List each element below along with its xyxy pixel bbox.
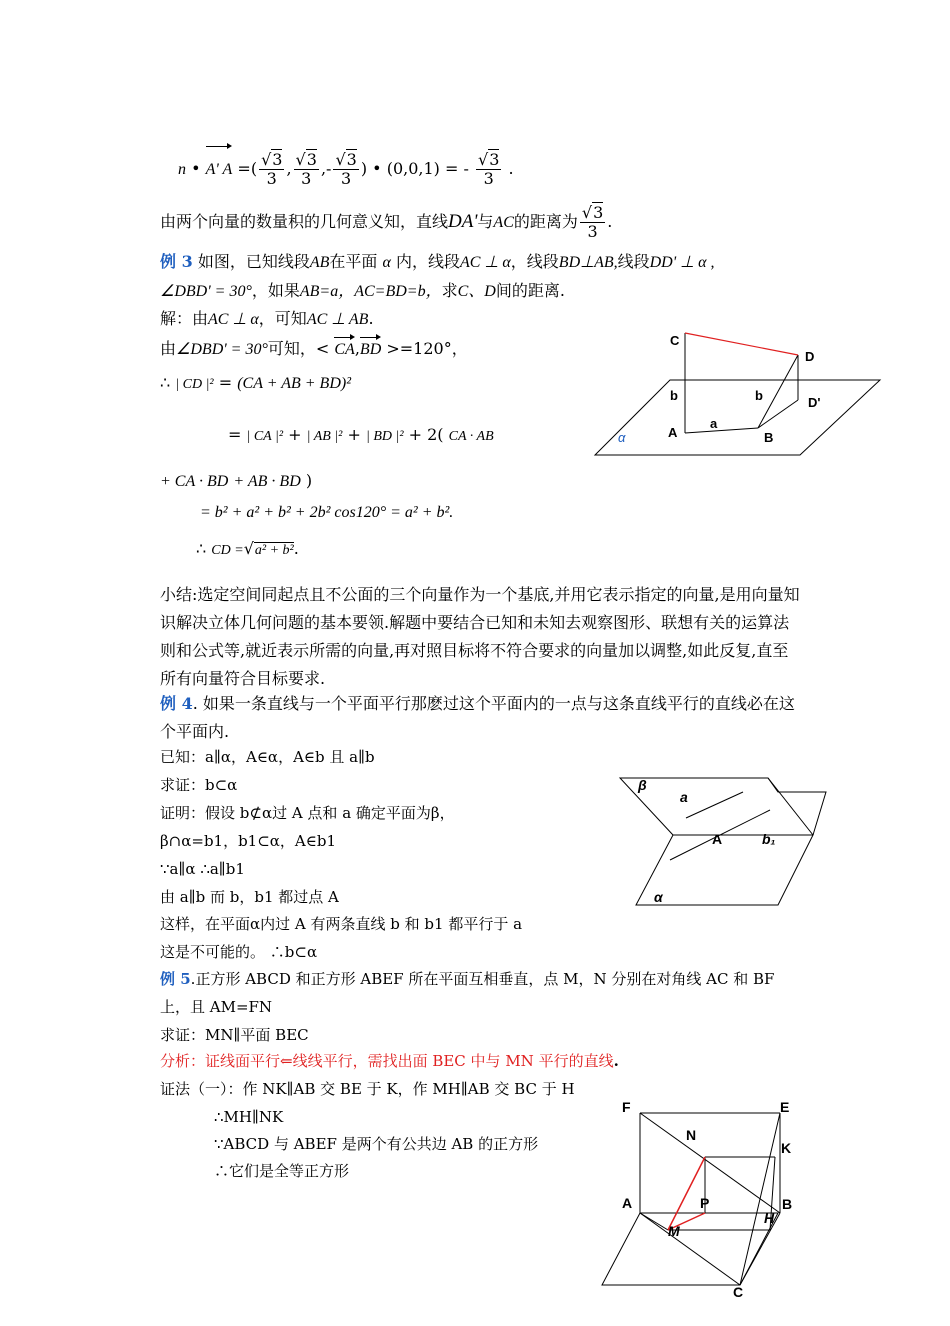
fig1-label-alpha: α: [618, 430, 626, 445]
distance-conclusion: 由两个向量的数量积的几何意义知，直线DA'与AC的距离为 $\frac{√3}{3}$ .: [160, 203, 613, 241]
fig3-label-k: K: [781, 1140, 792, 1156]
fig2-label-a: a: [680, 789, 688, 805]
solution-line-7: ∴ CD =√a² + b².: [196, 539, 299, 558]
fig3-label-m: M: [668, 1223, 680, 1239]
fig1-label-b: B: [764, 430, 774, 445]
fig3-label-h: H: [764, 1210, 775, 1226]
fig1-label-b-right: b: [755, 388, 763, 403]
figure-example-3: [590, 325, 890, 465]
fraction: $\frac{√3}{3}$: [261, 150, 283, 188]
example-5-method-2: ∴MH∥NK: [214, 1108, 284, 1126]
example-4-statement: 例 4. 如果一条直线与一个平面平行那麽过这个平面内的一点与这条直线平行的直线必在这个平面内.: [160, 694, 795, 741]
example-4-proof-6: 这是不可能的。 ∴b⊂α: [160, 943, 318, 961]
fig1-label-d-prime: D': [808, 395, 821, 410]
example-4-proof-1: 证明：假设 b⊄α过 A 点和 a 确定平面为β，: [160, 804, 455, 822]
fig1-label-d: D: [805, 349, 815, 364]
formula-line-1: n • A' A =( $\frac{√3}{3}$ , $\frac{√3}{3}$ ,- $\frac{√3}{3}$ ) • (0,0,1) = - $\frac{√3}{3}$ .: [178, 147, 514, 192]
solution-line-5: + CA · BD + AB · BD ): [160, 471, 313, 490]
example-4-prove: 求证：b⊂α: [160, 776, 238, 794]
fig1-label-a-upper: A: [668, 425, 678, 440]
example-5-analysis: 分析：证线面平行⇐线线平行，需找出面 BEC 中与 MN 平行的直线.: [160, 1052, 619, 1070]
fig1-label-c: C: [670, 333, 680, 348]
fig2-label-point-a: A: [712, 831, 723, 847]
example-4-proof-3: ∵a∥α ∴a∥b1: [160, 860, 245, 878]
fig3-label-p: P: [700, 1195, 710, 1211]
example-5-method-4: ∴它们是全等正方形: [214, 1162, 350, 1180]
solution-line-4: = | CA |² + | AB |² + | BD |² + 2( CA · AB: [228, 425, 494, 444]
example-4-proof-4: 由 a∥b 而 b，b1 都过点 A: [160, 888, 339, 906]
fig2-label-alpha: α: [654, 889, 663, 905]
example-3-line-1: 例 3 如图，已知线段AB在平面 α 内，线段AC ⊥ α，线段BD⊥AB,线段DD' ⊥ α ,: [160, 252, 715, 271]
fig3-label-a: A: [622, 1195, 633, 1211]
example-5-method-3: ∵ABCD 与 ABEF 是两个有公共边 AB 的正方形: [214, 1135, 539, 1153]
fig3-label-f: F: [622, 1099, 631, 1115]
fig1-label-a-lower: a: [710, 416, 718, 431]
fig1-label-b-left: b: [670, 388, 678, 403]
fig3-label-c: C: [733, 1284, 744, 1300]
fig3-label-n: N: [686, 1127, 697, 1143]
example-4-proof-5: 这样，在平面α内过 A 有两条直线 b 和 b1 都平行于 a: [160, 915, 523, 933]
solution-line-3: ∴ | CD |² = (CA + AB + BD)²: [160, 373, 352, 392]
fig3-label-b: B: [782, 1196, 793, 1212]
fig2-label-beta: β: [638, 777, 647, 793]
solution-line-1: 解：由AC ⊥ α，可知AC ⊥ AB.: [160, 309, 374, 328]
example-3-line-2: ∠DBD' = 30°，如果AB=a，AC=BD=b，求C、D间的距离.: [160, 281, 565, 300]
example-4-given: 已知：a∥α，A∈α，A∈b 且 a∥b: [160, 748, 375, 766]
example-5-method-1: 证法（一）：作 NK∥AB 交 BE 于 K，作 MH∥AB 交 BC 于 H: [160, 1080, 575, 1098]
example-5-statement: 例 5.正方形 ABCD 和正方形 ABEF 所在平面互相垂直，点 M，N 分别在对角线 AC 和 BF 上，且 AM=FN: [160, 970, 775, 1016]
fig3-label-e: E: [780, 1099, 790, 1115]
vector-aa: A' A: [206, 148, 233, 192]
figure-example-5: [600, 1095, 820, 1300]
example-5-prove: 求证：MN∥平面 BEC: [160, 1026, 309, 1044]
solution-line-2: 由∠DBD' = 30°可知，< CA,BD >=120°，: [160, 338, 468, 361]
solution-line-6: = b² + a² + b² + 2b² cos120° = a² + b².: [200, 504, 454, 521]
example-4-proof-2: β∩α=b1，b1⊂α，A∈b1: [160, 832, 337, 850]
fig2-label-b1: b₁: [762, 831, 776, 847]
example-3-label: 例 3: [160, 252, 193, 271]
formula-n: n: [178, 161, 186, 178]
summary-paragraph: 小结:选定空间同起点且不公面的三个向量作为一个基底,并用它表示指定的向量,是用向量知识解决立体几何问题的基本要领.解题中要结合已知和未知去观察图形、联想有关的运算法则和公式等,就近表示所需的向量,再对照目标将不符合要求的向量加以调整,如此反复,直至所有向量符合目标要求.: [160, 585, 800, 688]
figure-example-4: [618, 770, 838, 910]
